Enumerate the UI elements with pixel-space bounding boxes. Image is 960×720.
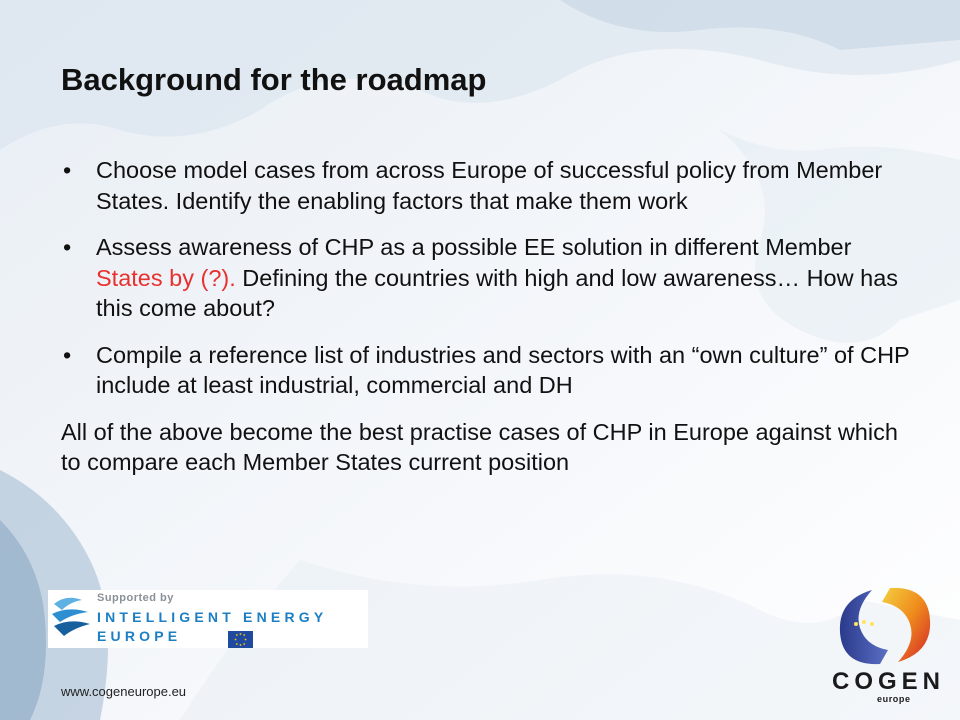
cogen-swirl-icon bbox=[820, 580, 950, 670]
bullet-dot: • bbox=[63, 234, 72, 260]
bullet-text: Choose model cases from across Europe of successful policy from Member States. Identify the enabling factors that make them work bbox=[96, 157, 883, 214]
iee-swoosh-icon bbox=[48, 590, 94, 648]
bullet-item bbox=[61, 232, 911, 324]
iee-name-line2: EUROPE bbox=[97, 628, 182, 644]
bullet-dot: • bbox=[63, 157, 72, 183]
bullet-item bbox=[61, 340, 911, 401]
summary-paragraph: All of the above become the best practise cases of CHP in Europe against which to compare each Member States current position bbox=[61, 418, 898, 475]
cogen-europe-logo bbox=[820, 580, 950, 710]
bullet-text: Defining the countries with high and low awareness… How has this come about? bbox=[96, 264, 899, 321]
bullet-text: Compile a reference list of industries and sectors with an “own culture” of CHP include at least industrial, commercial and DH bbox=[96, 341, 910, 398]
bullet-text: Assess awareness of CHP as a possible EE solution in different Member bbox=[96, 234, 852, 260]
eu-flag-icon bbox=[228, 631, 253, 648]
bullet-dot: • bbox=[63, 341, 72, 368]
cogen-name: COGEN bbox=[832, 668, 946, 695]
slide-title: Background for the roadmap bbox=[61, 62, 487, 97]
website-link[interactable]: www.cogeneurope.eu bbox=[61, 684, 187, 699]
iee-name-line1: INTELLIGENT ENERGY bbox=[97, 609, 328, 625]
bullet-list bbox=[61, 155, 911, 478]
bullet-item bbox=[61, 155, 911, 216]
bullet-text-highlight: States by (?). bbox=[96, 264, 236, 291]
iee-supported-by: Supported by bbox=[97, 592, 174, 604]
intelligent-energy-europe-logo bbox=[48, 590, 368, 648]
cogen-sub: europe bbox=[877, 694, 911, 704]
